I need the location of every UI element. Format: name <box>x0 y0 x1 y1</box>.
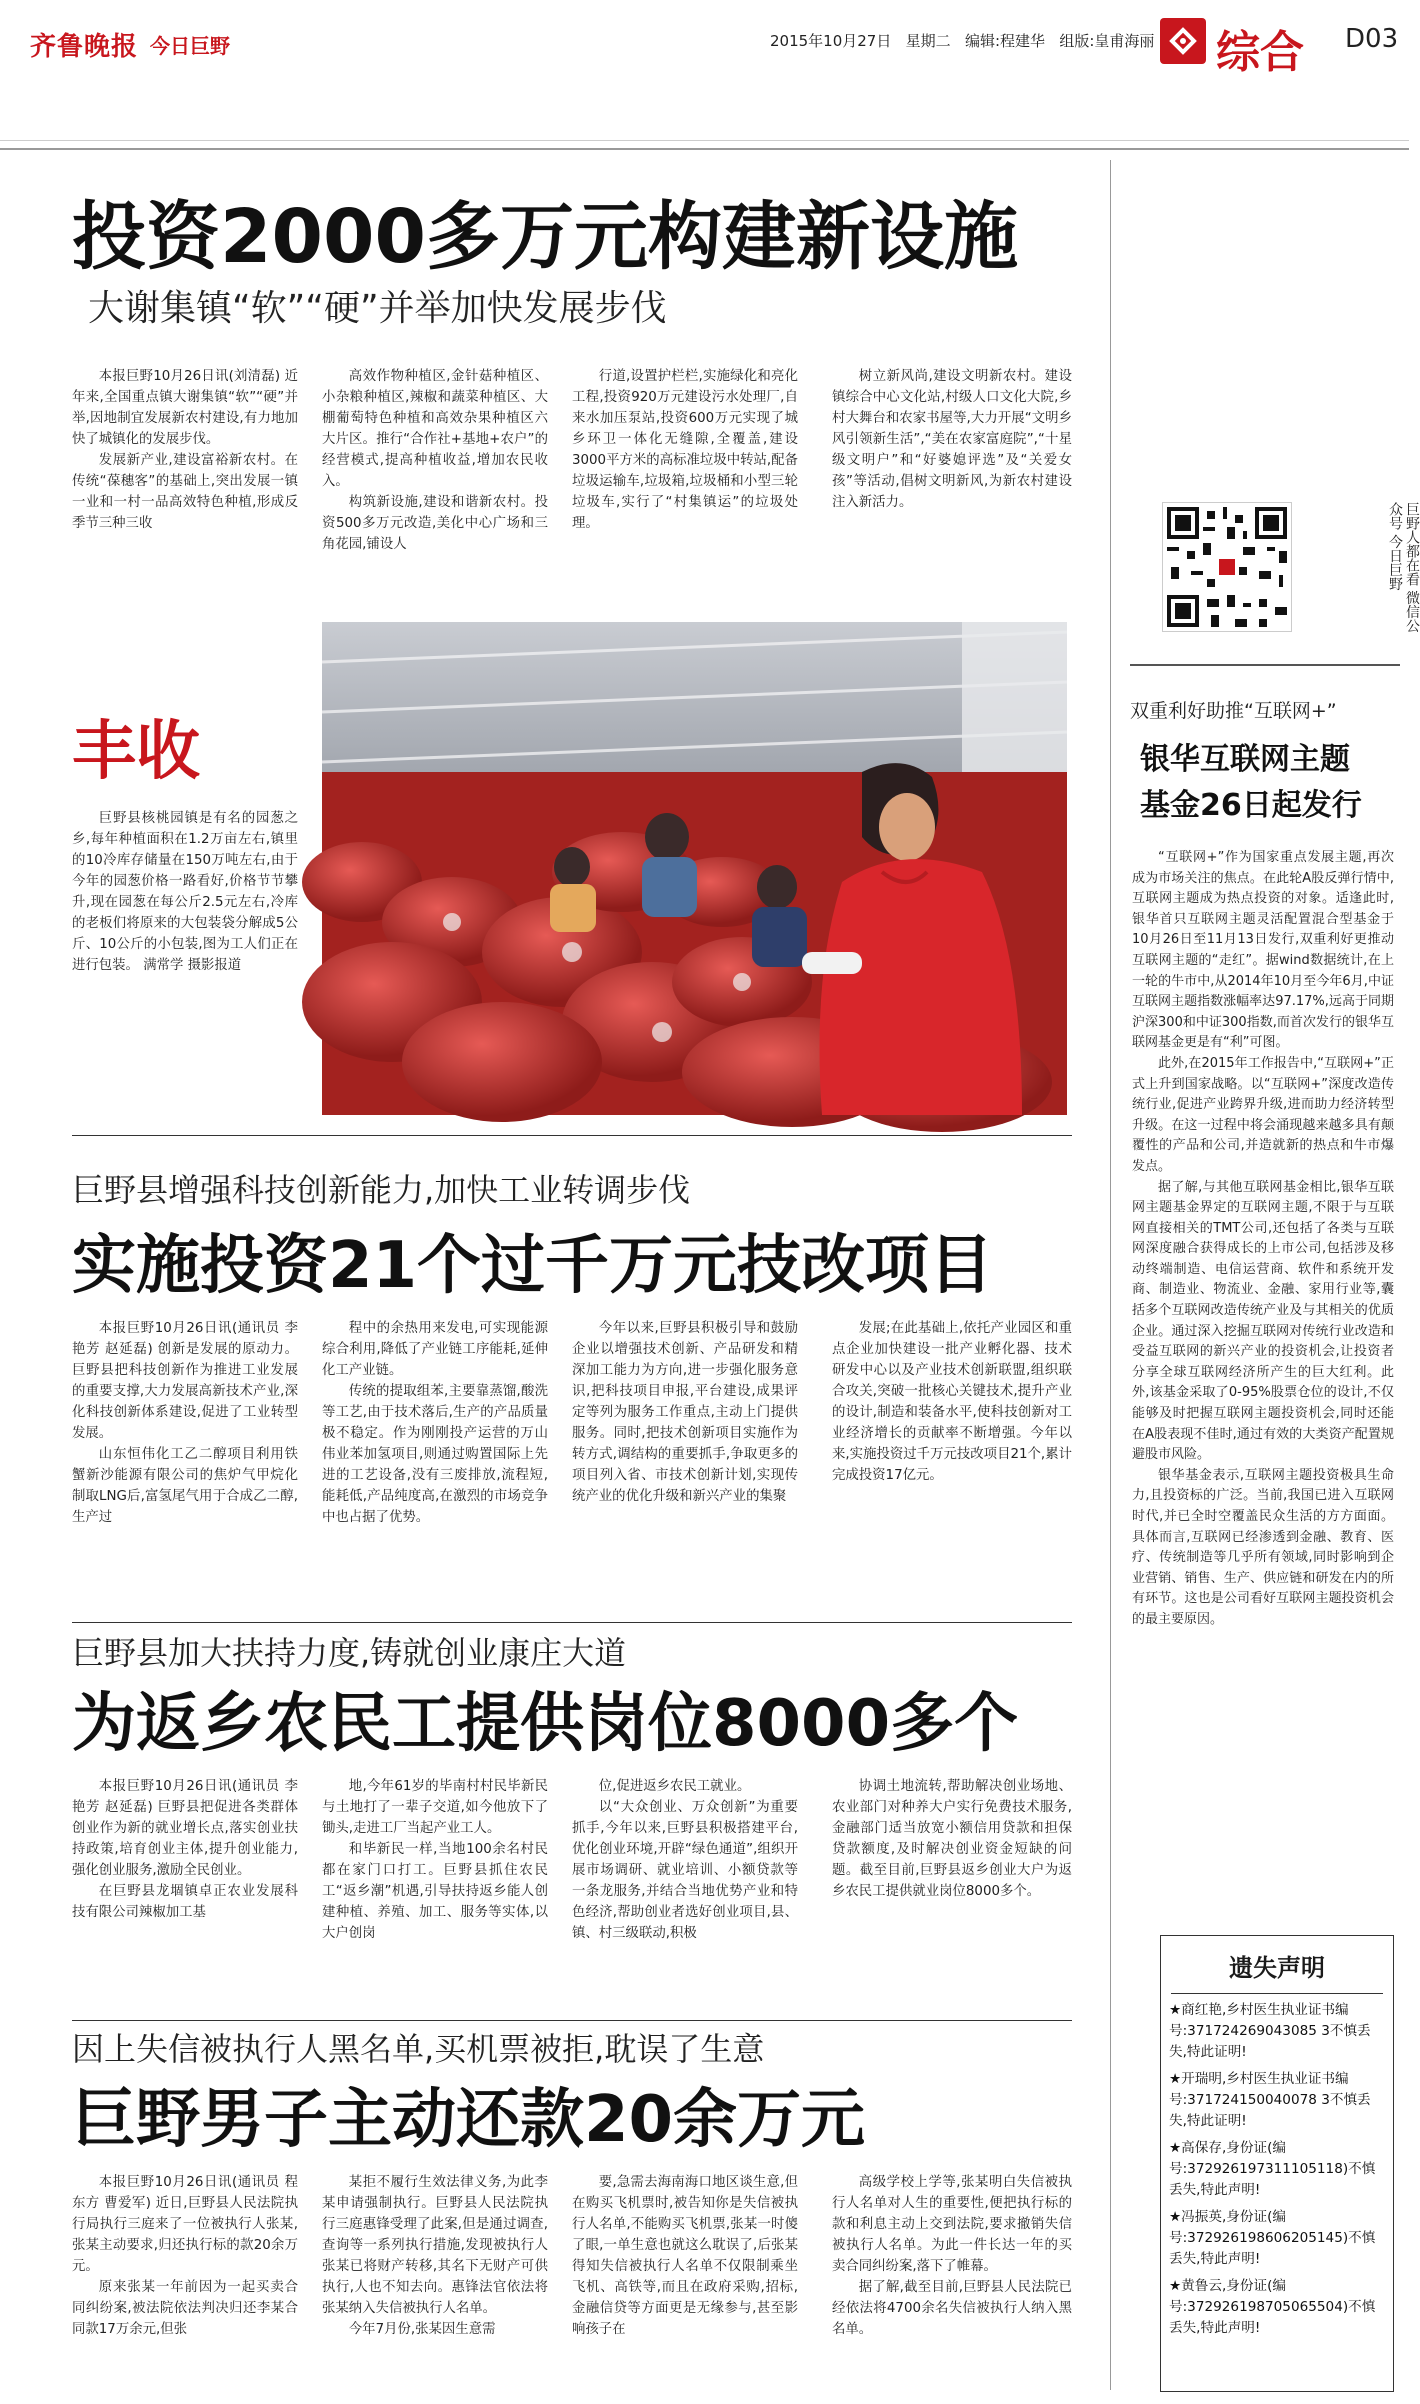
paragraph: 程中的余热用来发电,可实现能源综合利用,降低了产业链工序能耗,延伸化工产业链。 <box>322 1321 548 1378</box>
paragraph: 银华基金表示,互联网主题投资极具生命力,且投资标的广泛。当前,我国已进入互联网时代,并已全时空覆盖民众生活的方方面面。具体而言,互联网已经渗透到金融、教育、医疗、传统制造等几乎所有领域,同时影响到企业营销、销售、生产、供应链和研发在内的所有环节。这也是公司看好互联网主题投资机会的最主要原因。 <box>1132 1467 1394 1627</box>
paragraph: 位,促进返乡农民工就业。 <box>598 1779 751 1794</box>
story4-col1 <box>72 2172 298 2398</box>
lost-notice-item: ★开瑞明,乡村医生执业证书编号:371724150040078 3不慎丢失,特此证明! <box>1169 2071 1371 2129</box>
paragraph: 高效作物种植区,金针菇种植区、小杂粮种植区,辣椒和蔬菜种植区、大棚葡萄特色种植和高效杂果种植区六大片区。推行“合作社+基地+农户”的经营模式,提高种植收益,增加农民收入。 <box>322 369 548 489</box>
paragraph: 要,急需去海南海口地区谈生意,但在购买飞机票时,被告知你是失信被执行人名单,不能购买飞机票,张某一时傻了眼,一单生意也就这么耽误了,后张某得知失信被执行人名单不仅限制乘坐飞机、高铁等,而且在政府采购,招标,金融信贷等方面更是无缘参与,甚至影响孩子在 <box>572 2175 798 2337</box>
paragraph: 协调土地流转,帮助解决创业场地、农业部门对种养大户实行免费技术服务,金融部门适当放宽小额信用贷款和担保贷款额度,及时解决创业资金短缺的问题。截至目前,巨野县返乡创业大户为返乡农民工提供就业岗位8000多个。 <box>832 1779 1072 1899</box>
story2-rule <box>72 1135 1072 1136</box>
sidebar-title-line1: 银华互联网主题 <box>1140 742 1350 777</box>
sidebar-article-body <box>1132 848 1394 1926</box>
paragraph: 本报巨野10月26日讯(通讯员 程东方 曹爱军) 近日,巨野县人民法院执行局执行三庭来了一位被执行人张某,张某主动要求,归还执行标的款20余万元。 <box>72 2175 298 2274</box>
paragraph: 发展新产业,建设富裕新农村。在传统“葆穗客”的基础上,突出发展一镇一业和一村一品高效特色种植,形成反季节三种三收 <box>72 453 298 531</box>
masthead-rule-thin <box>0 140 1409 141</box>
paragraph: 据了解,与其他互联网基金相比,银华互联网主题基金界定的互联网主题,不限于与互联网直接相关的TMT公司,还包括了各类与互联网深度融合获得成长的上市公司,包括涉及移动终端制造、电信运营商、软件和系统开发商、制造业、物流业、金融、家用行业等,囊括多个互联网改造传统产业及与其相关的优质企业。通过深入挖掘互联网对传统行业改造和受益互联网的新兴产业的投资机会,让投资者分享全球互联网经济所产生的巨大红利。此外,该基金采取了0-95%股票仓位的设计,不仅能够及时把握互联网主题投资机会,同时还能在A股表现不佳时,通过有效的大类资产配置规避股市风险。 <box>1132 1179 1394 1463</box>
issue-editor: 编辑:程建华 <box>965 32 1046 50</box>
story1-col4 <box>832 366 1072 570</box>
story4-col4 <box>832 2172 1072 2398</box>
sidebar-title-line2: 基金26日起发行 <box>1140 788 1362 823</box>
paragraph: 本报巨野10月26日讯(通讯员 李艳芳 赵延磊) 巨野县把促进各类群体创业作为新的就业增长点,落实创业扶持政策,培育创业主体,提升创业能力,强化创业服务,激励全民创业。 <box>72 1779 298 1878</box>
masthead <box>0 0 1409 150</box>
lost-notice-box <box>1160 1935 1394 2392</box>
photo-label: 丰收 <box>72 715 200 789</box>
paragraph: 原来张某一年前因为一起买卖合同纠纷案,被法院依法判决归还李某合同款17万余元,但张 <box>72 2280 298 2337</box>
issue-info <box>770 30 1154 51</box>
story3-col2 <box>322 1776 548 2014</box>
paragraph: 高级学校上学等,张某明白失信被执行人名单对人生的重要性,便把执行标的款和利息主动上交到法院,要求撤销失信被执行人名单。为此一件长达一年的买卖合同纠纷案,落下了帷幕。 <box>832 2175 1072 2274</box>
harvest-photo <box>322 622 1067 1115</box>
section-title: 综合 <box>1216 27 1304 78</box>
paragraph: 构筑新设施,建设和谐新农村。投资500多万元改造,美化中心广场和三角花园,铺设人 <box>322 495 548 552</box>
paragraph: 行道,设置护栏栏,实施绿化和亮化工程,投资920万元建设污水处理厂,自来水加压泵站,投资600万元实现了城乡环卫一体化无缝隙,全覆盖,建设3000平方米的高标准垃圾中转站,配备垃圾运输车,垃圾箱,垃圾桶和小型三轮垃圾车,实行了“村集镇运”的垃圾处理。 <box>572 369 798 531</box>
sidebar-divider <box>1110 160 1111 2390</box>
issue-layout: 组版:皇甫海丽 <box>1059 32 1155 50</box>
story2-kicker: 巨野县增强科技创新能力,加快工业转调步伐 <box>72 1171 691 1209</box>
issue-date: 2015年10月27日 <box>770 32 892 50</box>
story2-col3 <box>572 1318 798 1608</box>
story4-col3 <box>572 2172 798 2398</box>
page-number: D03 <box>1345 24 1399 54</box>
paragraph: 山东恒伟化工乙二醇项目利用铁蟹新沙能源有限公司的焦炉气甲烷化制取LNG后,富氢尾气用于合成乙二醇,生产过 <box>72 1447 298 1525</box>
story2-col1 <box>72 1318 298 1608</box>
story3-title: 为返乡农民工提供岗位8000多个 <box>72 1687 1019 1761</box>
story3-col3 <box>572 1776 798 2014</box>
wechat-qr-caption: 巨野人都在看 微信公众号 今日巨野 <box>1387 502 1420 633</box>
lost-notice-title: 遗失声明 <box>1171 1936 1383 1994</box>
story4-rule <box>72 2020 1072 2021</box>
paragraph: 传统的提取组苯,主要靠蒸馏,酸洗等工艺,由于技术落后,生产的产品质量极不稳定。作为刚刚投产运营的万山伟业苯加氢项目,则通过购置国际上先进的工艺设备,没有三废排放,流程短,能耗低,产品纯度高,在激烈的市场竞争中也占据了优势。 <box>322 1384 548 1525</box>
lost-notice-item: ★黄鲁云,身份证(编号:372926198705065504)不慎丢失,特此声明! <box>1169 2278 1376 2336</box>
story4-kicker: 因上失信被执行人黑名单,买机票被拒,耽误了生意 <box>72 2030 765 2068</box>
lost-notice-item: ★冯振英,身份证(编号:372926198606205145)不慎丢失,特此声明! <box>1169 2209 1376 2267</box>
paragraph: 发展;在此基础上,依托产业园区和重点企业加快建设一批产业孵化器、技术研发中心以及产业技术创新联盟,组织联合攻关,突破一批核心关键技术,提升产业的设计,制造和装备水平,使科技创新对工业经济增长的贡献率不断增强。今年以来,实施投资过千万元技改项目21个,累计完成投资17亿元。 <box>832 1321 1072 1483</box>
wechat-qr-code-icon <box>1162 502 1292 632</box>
sidebar-rule <box>1130 664 1400 666</box>
paragraph: 据了解,截至目前,巨野县人民法院已经依法将4700余名失信被执行人纳入黑名单。 <box>832 2280 1072 2337</box>
paragraph: “互联网+”作为国家重点发展主题,再次成为市场关注的焦点。在此轮A股反弹行情中,互联网主题成为热点投资的对象。适逢此时,银华首只互联网主题灵活配置混合型基金于10月26日至11月13日发行,双重利好更推动互联网主题的“走红”。据wind数据统计,在上一轮的牛市中,从2014年10月至今年6月,中证互联网主题指数涨幅率达97.17%,远高于同期沪深300和中证300指数,而首次发行的银华互联网基金更是有“利”可图。 <box>1132 850 1394 1051</box>
paragraph: 此外,在2015年工作报告中,“互联网+”正式上升到国家战略。以“互联网+”深度改造传统行业,促进产业跨界升级,进而助力经济转型升级。在这一过程中将会涌现越来越多具有颠覆性的产品和公司,并造就新的热点和牛市爆发点。 <box>1132 1055 1394 1174</box>
story3-col4 <box>832 1776 1072 2014</box>
story1-col1 <box>72 366 298 570</box>
paragraph: 和毕新民一样,当地100余名村民都在家门口打工。巨野县抓住农民工“返乡潮”机遇,引导扶持返乡能人创建种植、养殖、加工、服务等实体,以大户创岗 <box>322 1842 548 1941</box>
story4-title: 巨野男子主动还款20余万元 <box>72 2083 866 2157</box>
story2-col2 <box>322 1318 548 1608</box>
paragraph: 本报巨野10月26日讯(刘清磊) 近年来,全国重点镇大谢集镇“软”“硬”并举,因地制宜发展新农村建设,有力地加快了城镇化的发展步伐。 <box>72 369 298 447</box>
column-name: 今日巨野 <box>150 34 230 58</box>
story3-kicker: 巨野县加大扶持力度,铸就创业康庄大道 <box>72 1634 627 1672</box>
paragraph: 今年以来,巨野县积极引导和鼓励企业以增强技术创新、产品研发和精深加工能力为方向,进一步强化服务意识,把科技项目申报,平台建设,成果评定等列为服务工作重点,主动上门提供服务。同时,把技术创新项目实施作为转方式,调结构的重要抓手,争取更多的项目列入省、市技术创新计划,实现传统产业的优化升级和新兴产业的集聚 <box>572 1321 798 1504</box>
story3-rule <box>72 1622 1072 1623</box>
paragraph: 地,今年61岁的毕南村村民毕新民与土地打了一辈子交道,如今他放下了锄头,走进工厂当起产业工人。 <box>322 1779 548 1836</box>
story1-subtitle: 大谢集镇“软”“硬”并举加快发展步伐 <box>88 288 667 329</box>
photo-caption <box>72 808 298 1018</box>
paragraph: 本报巨野10月26日讯(通讯员 李艳芳 赵延磊) 创新是发展的原动力。巨野县把科技创新作为推进工业发展的重要支撑,大力发展高新技术产业,深化科技创新体系建设,促进了工业转型发展。 <box>72 1321 298 1441</box>
story1-col3 <box>572 366 798 570</box>
story3-col1 <box>72 1776 298 2014</box>
paragraph: 以“大众创业、万众创新”为重要抓手,今年以来,巨野县积极搭建平台,优化创业环境,开辟“绿色通道”,组织开展市场调研、就业培训、小额贷款等一条龙服务,并结合当地优势产业和特色经济,帮助创业者选好创业项目,县、镇、村三级联动,积极 <box>572 1800 798 1941</box>
story2-title: 实施投资21个过千万元技改项目 <box>72 1229 994 1303</box>
paragraph: 巨野县核桃园镇是有名的园葱之乡,每年种植面积在1.2万亩左右,镇里的10冷库存储量在150万吨左右,由于今年的园葱价格一路看好,价格节节攀升,现在园葱在每公斤2.5元左右,冷库的老板们将原来的大包装袋分解成5公斤、10公斤的小包装,图为工人们正在进行包装。 满常学 摄影报道 <box>72 811 298 973</box>
story2-col4 <box>832 1318 1072 1608</box>
sidebar-kicker: 双重利好助推“互联网+” <box>1130 700 1337 722</box>
paragraph: 在巨野县龙堌镇卓正农业发展科技有限公司辣椒加工基 <box>72 1884 298 1920</box>
paragraph: 今年7月份,张某因生意需 <box>348 2322 496 2337</box>
section-badge-icon <box>1160 18 1206 64</box>
paper-logo: 齐鲁晚报 <box>30 32 139 62</box>
issue-weekday: 星期二 <box>905 32 951 50</box>
story1-col2 <box>322 366 548 570</box>
lost-notice-item: ★商红艳,乡村医生执业证书编号:371724269043085 3不慎丢失,特此证明! <box>1169 2002 1371 2060</box>
paragraph: 某拒不履行生效法律义务,为此李某申请强制执行。巨野县人民法院执行三庭惠锋受理了此案,但是通过调查,查询等一系列执行措施,发现被执行人张某已将财产转移,其名下无财产可供执行,人也不知去向。惠锋法官依法将张某纳入失信被执行人名单。 <box>322 2175 548 2316</box>
lost-notice-item: ★高保存,身份证(编号:372926197311105118)不慎丢失,特此声明! <box>1169 2140 1376 2198</box>
story1-title: 投资2000多万元构建新设施 <box>72 194 1018 280</box>
story4-col2 <box>322 2172 548 2398</box>
paragraph: 树立新风尚,建设文明新农村。建设镇综合中心文化站,村级人口文化大院,乡村大舞台和农家书屋等,大力开展“文明乡风引领新生活”,“美在农家富庭院”,“十星级文明户”和“好婆媳评选”及“关爱女孩”等活动,倡树文明新风,为新农村建设注入新活力。 <box>832 369 1072 510</box>
masthead-rule <box>0 148 1409 150</box>
